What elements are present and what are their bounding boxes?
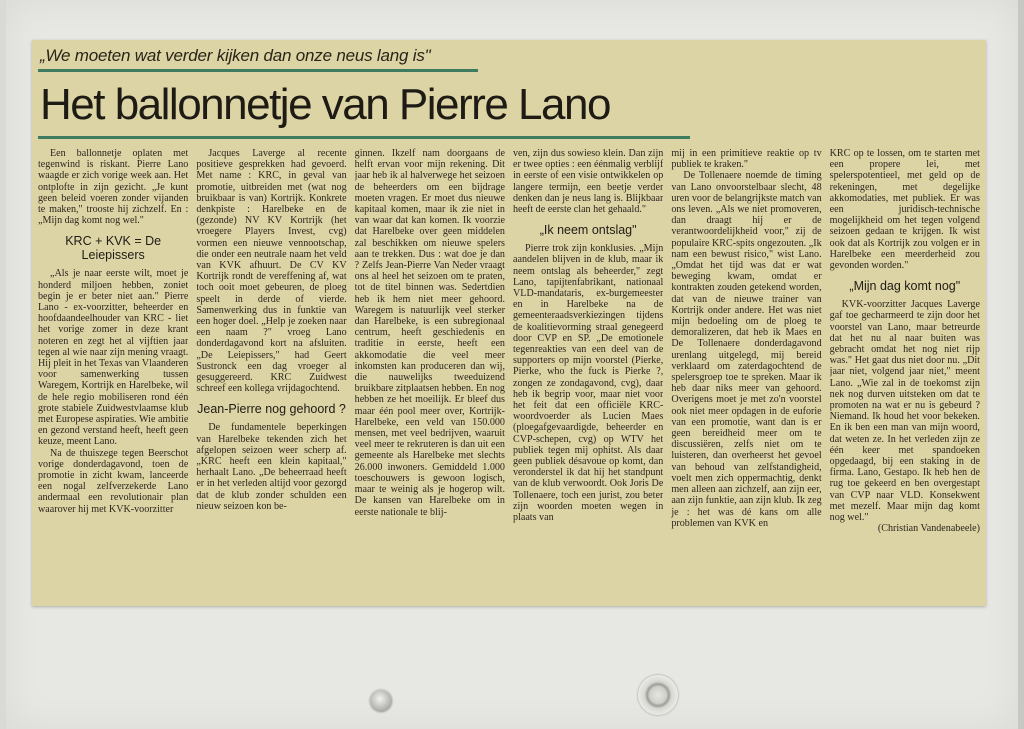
paragraph: De fundamentele beperkingen van Harelbeke tekenden zich het afgelopen seizoen weer scherp af. „KRC heeft een klein kapitaal," herhaalt Lano. „De beheerraad heeft er in het verleden altijd voor gezorgd dat de klub zonder schulden een nieuw seizoen kon be- [196, 422, 347, 512]
headline: Het ballonnetje van Pierre Lano [40, 80, 610, 129]
column-1 [38, 148, 188, 600]
paragraph: Een ballonnetje oplaten met tegenwind is riskant. Pierre Lano waagde er zich vorige week aan. Het ontplofte in zijn gezicht. „Je kunt geen beleid voeren zonder vijanden te maken," trooste hij zichzelf. En : „Mijn dag komt nog wel." [38, 148, 189, 227]
byline: (Christian Vandenabeele) [877, 523, 980, 535]
headline-rule [38, 136, 690, 139]
kicker-rule [38, 69, 478, 72]
page-edge [1018, 0, 1024, 729]
paper-sheet [6, 0, 1018, 729]
column-6 [830, 148, 980, 600]
column-2 [196, 148, 346, 600]
punch-hole-right [638, 675, 678, 715]
punch-hole-left [370, 690, 392, 712]
paragraph: Na de thuiszege tegen Beerschot vorige donderdagavond, toen de promotie in zicht kwam, lanceerde een nogal zelfverzekerde Lano andermaal een revolutionair plan waarover hij met KVK-voorzitter [38, 447, 189, 515]
newspaper-clipping [32, 40, 986, 606]
column-4 [513, 148, 663, 600]
subheading-1: KRC + KVK = De Leiepissers [65, 234, 162, 263]
article-columns [38, 148, 980, 600]
subheading-3: „Ik neem ontslag" [539, 223, 637, 238]
paragraph: De Tollenaere noemde de timing van Lano onvoorstelbaar slecht, 48 uren voor de belangrijkste match van ons leven. „Als we niet promoveren, dan draagt hij er de verantwoordelijkheid voor," zij de populaire KRC-spits ongezouten. „Ik nam een bewust risico," wist Lano. „Omdat het tijd was dat er wat beweging kwam, omdat er kontrakten zouden getekend worden, dat van de nieuwe trainer van Kortrijk onder andere. Het was niet mijn bedoeling om de ploeg te demoralizeren, dat heb ik Maes en De Tollenaere donderdagavond urenlang uitgelegd, mij bereid verklaard om zaterdagochtend de spelersgroep toe te spreken. Maar ik heb daar niks meer van gehoord. Overigens moet je met zo'n voorstel ook niet meer opdagen in de euforie van een promotie, want dan is er geen bereidheid meer om te discussiëren, zelfs niet om te luisteren, dan overheerst het gevoel van behoud van zelfstandigheid, voelt men zich oppermachtig, denkt men alleen aan zichzelf, aan zijn eer, aan zijn funktie, aan zijn klub. Ik zeg je : het was dé kans om alle problemen van KVK en [671, 170, 822, 529]
paragraph: Pierre trok zijn konklusies. „Mijn aandelen blijven in de klub, maar ik neem ontslag als beheerder," zegt Lano, tapijtenfabrikant, nationaal VLD-mandataris, ex-burgemeester en in Harelbeke na de gemeenteraadsverkiezingen tijdens de koalitievorming straal genegeerd door CVP en SP. „De emotionele tegenreakties van een deel van de supporters op mijn voorstel (Pierke, Pierke, who the fuck is Pierke ?, zongen ze zondagavond, cvg), daar heb ik begrip voor, maar niet voor het feit dat een officiële KRC-woordvoerder als Lucien Maes (ploegafgevaardigde, beheerder en CVP-schepen, cvg) op WTV het publiek tegen mij ophitst. Als daar geen publiek désavoue op komt, dan veronderstel ik dat hij het standpunt van de klub verwoordt. Ook Joris De Tollenaere, toch een jurist, zou beter zijn woorden moeten wegen in plaats van [512, 243, 664, 524]
subheading-4: „Mijn dag komt nog" [849, 279, 961, 294]
column-3 [355, 148, 505, 600]
paragraph: KRC op te lossen, om te starten met een propere lei, met spelerspotentieel, met geld op de rekeningen, met degelijke akkomodaties, met publiek. Er was een juridisch-technische mogelijkheid om het tegen volgend seizoen gedaan te krijgen. Ik wist ook dat als Kortrijk zou volgen er in Harelbeke een meerderheid zou gevonden worden." [829, 148, 980, 272]
column-5 [671, 148, 821, 600]
subheading-2: Jean-Pierre nog gehoord ? [197, 402, 346, 417]
paragraph: „Als je naar eerste wilt, moet je honderd miljoen hebben, zoniet begin je er beter niet aan." Pierre Lano - ex-voorzitter, beheerder en hoofdaandeelhouder van KRC - liet het vorige zomer in deze krant noteren en zegt het al vijftien jaar tegen al wie naar zijn mening vraagt. Hij pleit in het Texas van Vlaanderen voor samenwerking tussen Waregem, Kortrijk en Harelbeke, wil de hele regio mobiliseren rond één grote stabiele Zuidwestvlaamse klub met Europese aspiraties. Wie ambitie en gezond verstand heeft, heeft geen keuze, meent Lano. [38, 268, 189, 448]
paragraph: KVK-voorzitter Jacques Laverge gaf toe gecharmeerd te zijn door het voorstel van Lano, maar betreurde dat het nu al naar buiten was gebracht omdat het nog niet rijp was." Het gaat dus niet door nu. „Dit jaar niet, volgend jaar niet," meent Lano. „Wie zal in de toekomst zijn nek nog durven uitsteken om dat te promoten na wat er nu is gebeurd ? Niemand. Ik houd het voor bekeken. En ik ben een man van mijn woord, dat weten ze. In het verleden zijn ze één keer met spandoeken opgedaagd, bij een staking in de firma. Lano, Gestapo. Ik heb hen de rug toe gekeerd en ben overgestapt van CVP naar VLD. Konsekwent met mezelf. Maar mijn dag komt nog wel." [829, 299, 980, 524]
paragraph: ginnen. Ikzelf nam doorgaans de helft ervan voor mijn rekening. Dit jaar heb ik al halverwege het seizoen de beheerders om een bijdrage moeten vragen. Er moet dus nieuwe kapitaal komen, maar ik zie niet in van waar dat kan komen. Ik voorzie dat Harelbeke over geen middelen zal beschikken om nieuwe spelers aan te trekken. Dus : wat doe je dan ? Zelfs Jean-Pierre Van Neder vraagt ons al heel het seizoen om te praten, tot de titel binnen was. Sedertdien heb ik hem niet meer gehoord. Waregem is natuurlijk veel sterker dan Harelbeke, is een subregionaal centrum, heeft geschiedenis en traditie in eerste, heeft een akkomodatie die veel meer inkomsten kan produceren dan wij, die nauwelijks tweeduizend bruikbare zitplaatsen hebben. En nog hebben ze het moeilijk. Er bleef dus maar één pool meer over, Kortrijk-Harelbeke, een veld van 150.000 mensen, met veel bedrijven, waaruit veel meer te rekruteren is dan uit een gemeente als Harelbeke met slechts 26.000 inwoners. Gemiddeld 1.000 toeschouwers is gewoon logisch, maar te weinig als je hogerop wilt. De kansen van Harelbeke om in eerste nationale te blij- [354, 148, 505, 518]
paragraph: Jacques Laverge al recente positieve gesprekken had gevoerd. Met name : KRC, in geval van promotie, uitbreiden met (wat nog bruikbaar is van) Kortrijk. Konkrete denkpiste : Harelbeke en de (gezonde) NV KV Kortrijk (het vroegere Players Invest, cvg) vormen een nieuwe vennootschap, die onder een neutrale naam het veld van KVK afhuurt. De CV KV Kortrijk rondt de vereffening af, wat toch ooit moet gebeuren, de ploeg speelt in derde of vierde. Samenwerking dus in funktie van een hoger doel. „Help je zoeken naar een naam ?" vroeg Lano donderdagavond kort na afsluiten. „De Leiepissers," had Geert Sustronck een dag vroeger al gesuggereerd. KRC Zuidwest schreef een kollega vrijdagochtend. [196, 148, 347, 395]
paragraph: mij in een primitieve reaktie op tv publiek te kraken." [671, 148, 822, 171]
kicker-quote: „We moeten wat verder kijken dan onze neus lang is" [40, 46, 431, 65]
paragraph: ven, zijn dus sowieso klein. Dan zijn er twee opties : een éénmalig verblijf in eerste of een visie ontwikkelen op langere termijn, een beetje verder denken dan je neus lang is. Blijkbaar heeft de eerste clan het gehaald." [512, 148, 664, 216]
